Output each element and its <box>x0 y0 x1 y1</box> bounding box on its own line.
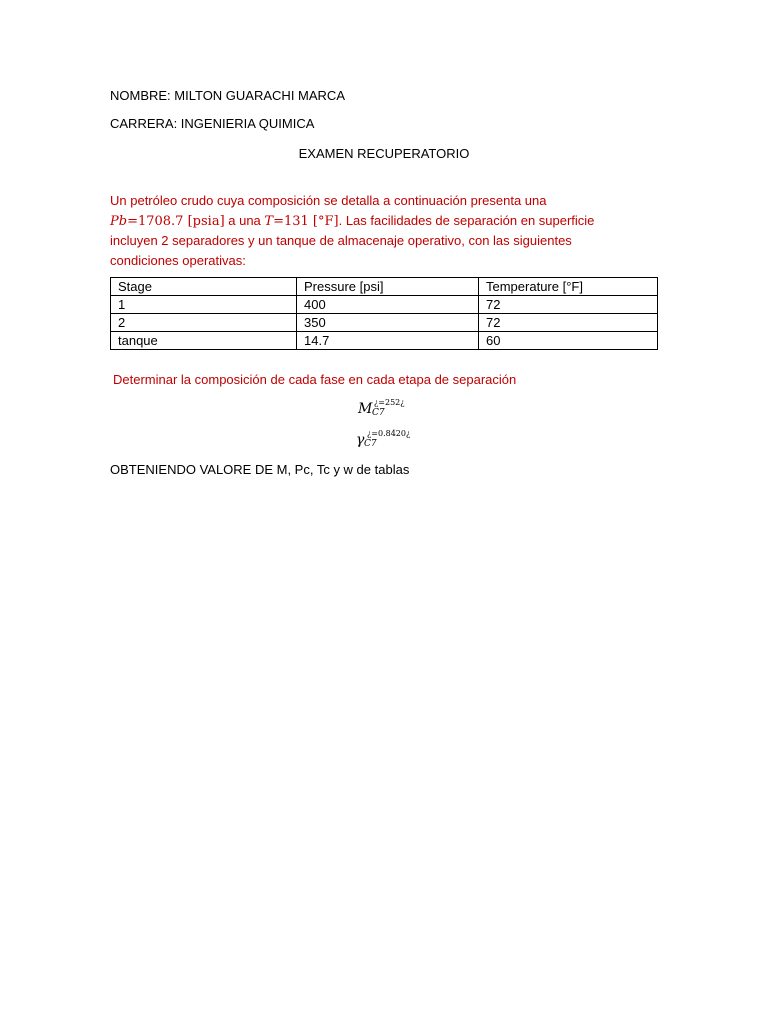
problem-line-3: incluyen 2 separadores y un tanque de almacenaje operativo, con las siguientes <box>110 233 572 248</box>
stages-table <box>110 277 658 350</box>
cell-pressure: 14.7 <box>297 332 479 350</box>
pb-value: =1708.7 <box>127 213 188 229</box>
table-row <box>111 332 658 350</box>
formula-molecular-weight <box>358 399 428 423</box>
connector-text: a una <box>224 212 265 228</box>
formula-specific-gravity <box>356 430 426 454</box>
footer-note: OBTENIENDO VALORE DE M, Pc, Tc y w de tablas <box>110 462 410 477</box>
header-stage: Stage <box>111 278 297 296</box>
task-statement: Determinar la composición de cada fase en cada etapa de separación <box>113 372 517 387</box>
problem-line-4: condiciones operativas: <box>110 252 246 268</box>
pb-variable: Pb <box>110 213 128 229</box>
cell-temperature: 72 <box>479 296 658 314</box>
cell-stage: 2 <box>111 314 297 332</box>
student-name: NOMBRE: MILTON GUARACHI MARCA <box>110 88 345 103</box>
cell-temperature: 60 <box>479 332 658 350</box>
cell-stage: 1 <box>111 296 297 314</box>
exam-title-text: EXAMEN RECUPERATORIO <box>298 146 470 161</box>
formula-m-subscript: C7 <box>372 408 385 418</box>
formula-y-subscript: C7 <box>364 439 377 449</box>
cell-stage: tanque <box>111 332 297 350</box>
table-row <box>111 296 658 314</box>
problem-line-2-rest: . Las facilidades de separación en superficie <box>338 212 595 228</box>
header-temperature: Temperature [°F] <box>479 278 658 296</box>
career: CARRERA: INGENIERIA QUIMICA <box>110 116 315 131</box>
cell-pressure: 400 <box>297 296 479 314</box>
formula-m-symbol: M <box>358 401 373 417</box>
table-row <box>111 314 658 332</box>
cell-temperature: 72 <box>479 314 658 332</box>
t-unit: [°F] <box>312 213 339 229</box>
problem-statement <box>110 191 670 270</box>
problem-line-2 <box>110 211 670 232</box>
table-header-row <box>111 278 658 296</box>
t-variable: T <box>264 213 274 229</box>
formula-m-superscript: ¿=252¿ <box>374 398 405 407</box>
problem-line-1: Un petróleo crudo cuya composición se detalla a continuación presenta una <box>110 193 547 208</box>
exam-title <box>0 146 768 162</box>
header-pressure: Pressure [psi] <box>297 278 479 296</box>
t-value: =131 <box>273 213 313 229</box>
formula-y-superscript: ¿=0.8420¿ <box>367 429 411 438</box>
formula-y-symbol: γ <box>356 432 365 448</box>
pb-unit: [psia] <box>187 213 225 229</box>
cell-pressure: 350 <box>297 314 479 332</box>
